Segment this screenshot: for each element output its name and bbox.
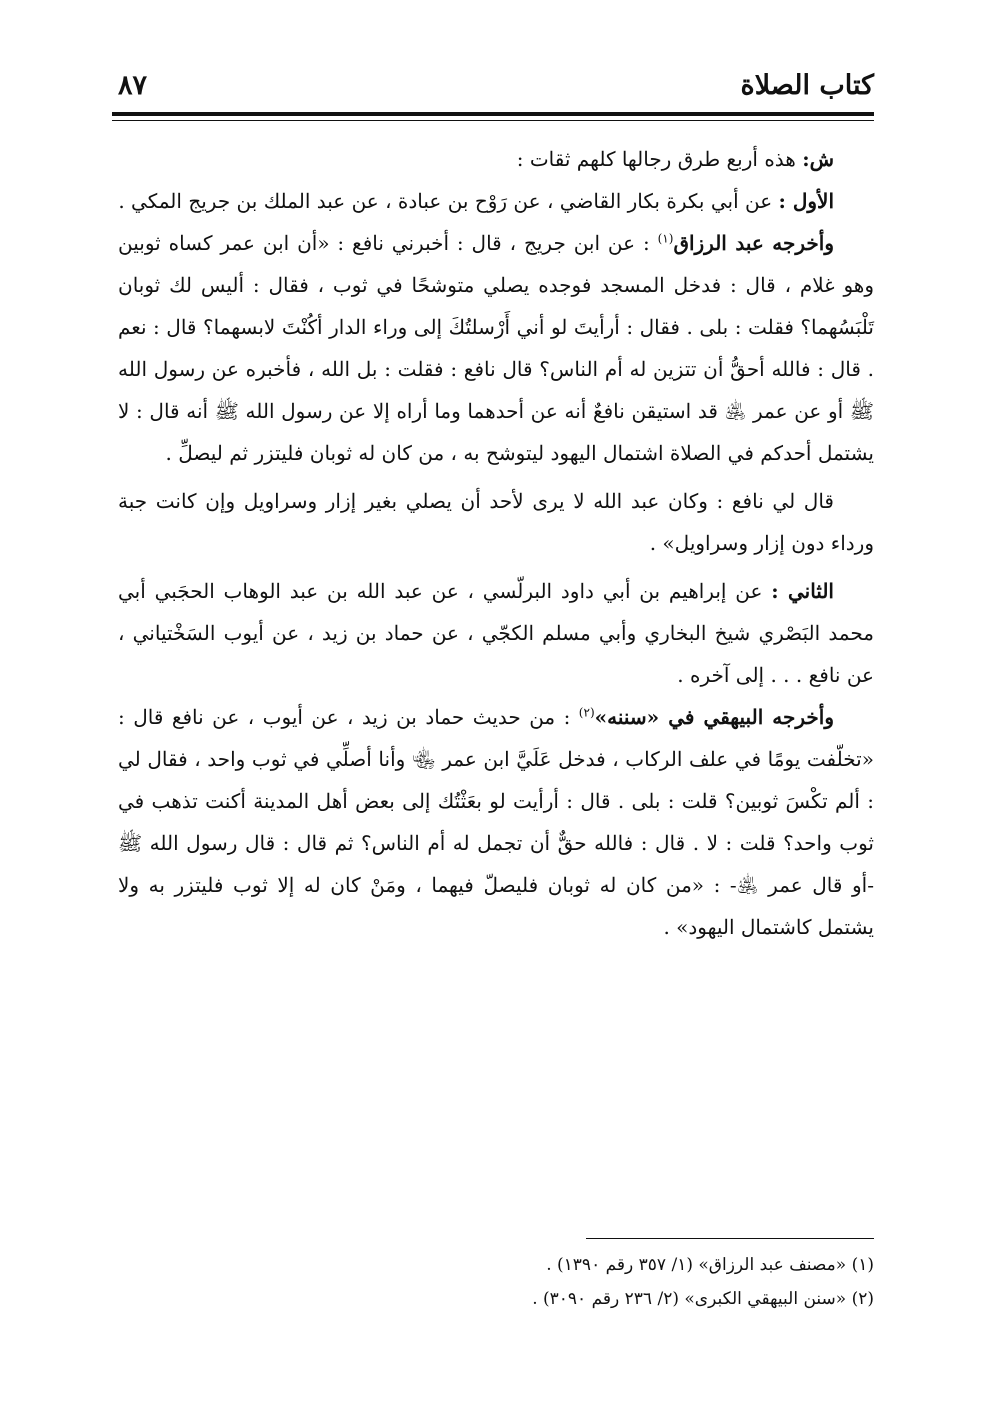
paragraph-3 [118,222,874,474]
paragraph-4 [118,480,874,564]
footnote-2: (٢) «سنن البيهقي الكبرى» (٢/ ٢٣٦ رقم ٣٠٩٠) . [532,1289,874,1309]
paragraph-1 [118,138,874,180]
paragraph-2-text: عن أبي بكرة بكار القاضي ، عن رَوْح بن عبادة ، عن عبد الملك بن جريج المكي . [118,189,779,213]
paragraph-4-text: قال لي نافع : وكان عبد الله لا يرى لأحد أن يصلي بغير إزار وسراويل وإن كانت جبة ورداء دون إزار وسراويل» . [118,489,874,555]
paragraph-5-lead: الثاني : [771,579,834,603]
page-number: ٨٧ [118,70,148,101]
paragraph-6-text: : من حديث حماد بن زيد ، عن أيوب ، عن نافع قال : «تخلّفت يومًا في علف الركاب ، فدخل عَلَيَّ ابن عمر ﵄ وأنا أصلِّي في ثوب واحد ، فقال لي : ألم تكْسَ ثوبين؟ قلت : بلى . قال : أرأيت لو بعَثْتُك إلى بعض أهل المدينة أكنت تذهب في ثوب واحد؟ قلت : لا . قال : فالله حقٌّ أن تجمل له أم الناس؟ ثم قال : قال رسول الله ﷺ -أو قال عمر ﵁- : «من كان له ثوبان فليصلّ فيهما ، ومَنْ كان له إلا ثوب فليتزر به ولا يشتمل كاشتمال اليهود» . [118,705,874,939]
footnote-separator [586,1238,874,1239]
header-rule-thin [112,120,874,121]
paragraph-5-text: عن إبراهيم بن أبي داود البرلّسي ، عن عبد الله بن عبد الوهاب الحجَبي أبي محمد البَصْري شيخ البخاري وأبي مسلم الكجّي ، عن حماد بن زيد ، عن أيوب السَخْتياني ، عن نافع . . . إلى آخره . [118,579,874,687]
paragraph-6 [118,696,874,948]
main-text [118,138,874,948]
paragraph-5 [118,570,874,696]
footnotes [118,1248,874,1316]
running-title: كتاب الصلاة [740,70,874,101]
paragraph-2-lead: الأول : [778,189,834,213]
page-header [112,62,874,106]
paragraph-3-text: : عن ابن جريج ، قال : أخبرني نافع : «أن ابن عمر كساه ثوبين وهو غلام ، قال : فدخل المسجد فوجده يصلي متوشحًا في ثوب ، فقال : أليس لك ثوبان تَلْبَسُهما؟ فقلت : بلى . فقال : أرأيتَ لو أني أَرْسلتُكَ إلى وراء الدار أكُنْتَ لابسهما؟ قال : نعم . قال : فالله أحقُّ أن تتزين له أم الناس؟ قال نافع : فقلت : بل الله ، فأخبره عن رسول الله ﷺ أو عن عمر ﵁ قد استيقن نافعٌ أنه عن أحدهما وما أراه إلا عن رسول الله ﷺ أنه قال : لا يشتمل أحدكم في الصلاة اشتمال اليهود ليتوشح به ، من كان له ثوبان فليتزر ثم ليصلِّ . [118,231,874,465]
footnote-ref-1[interactable]: (١) [657,231,674,246]
paragraph-6-lead: وأخرجه البيهقي في «سننه» [594,705,834,729]
paragraph-1-text: هذه أربع طرق رجالها كلهم ثقات : [516,147,803,171]
header-rule-thick [112,112,874,116]
paragraph-2 [118,180,874,222]
paragraph-3-lead: وأخرجه عبد الرزاق [673,231,834,255]
footnote-1: (١) «مصنف عبد الرزاق» (١/ ٣٥٧ رقم ١٣٩٠) . [546,1255,874,1275]
footnote-ref-2[interactable]: (٢) [578,705,595,720]
paragraph-1-lead: ش: [802,147,834,171]
